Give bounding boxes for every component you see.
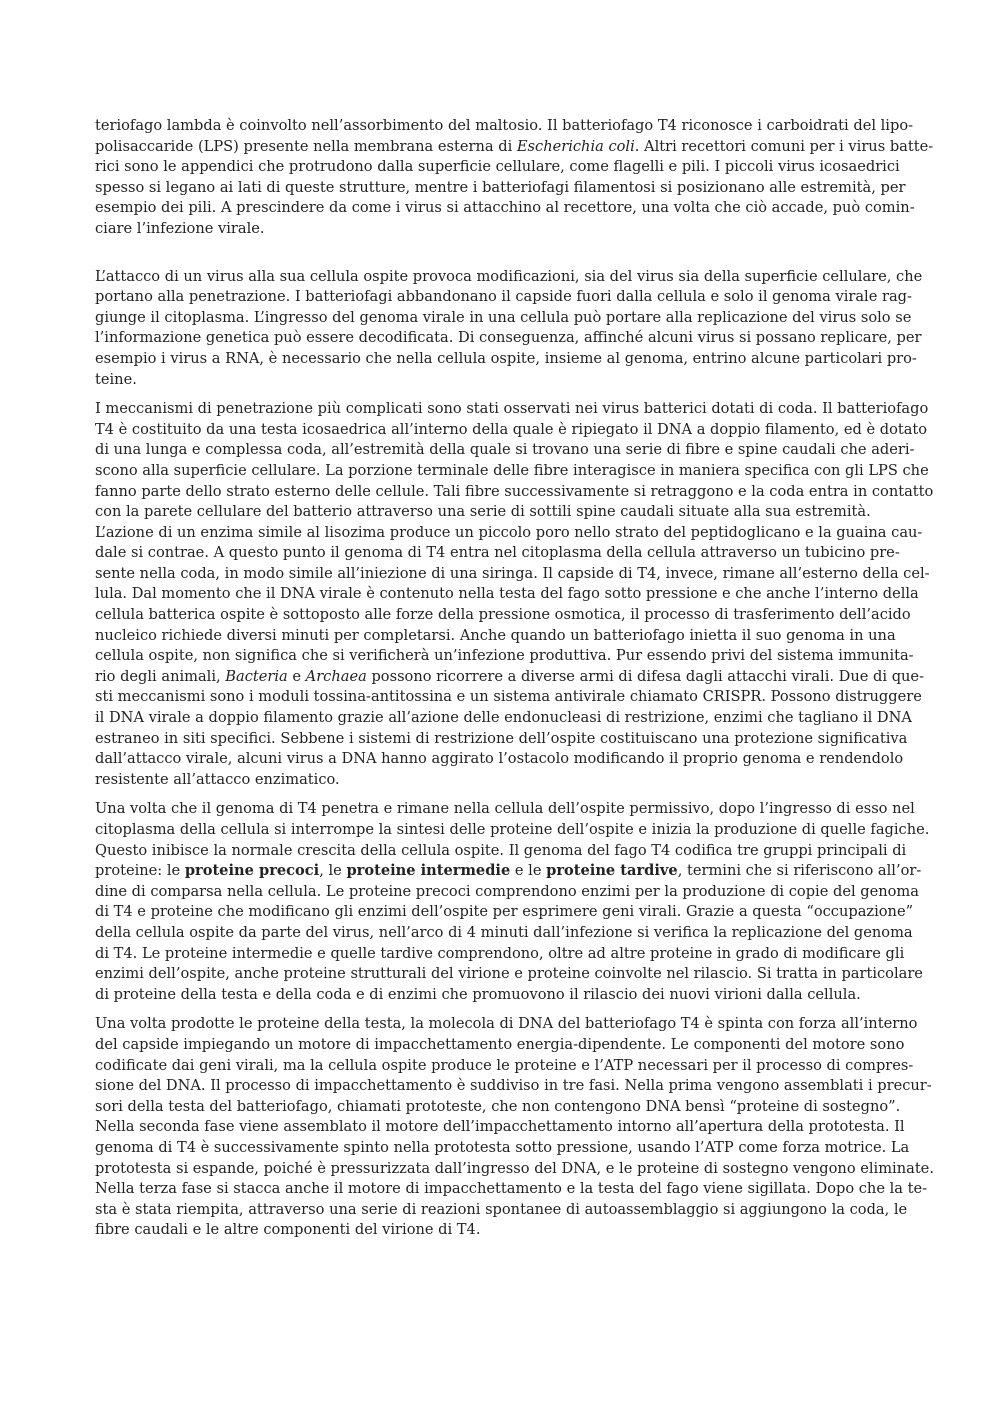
text-line <box>95 605 911 626</box>
text-run: fanno parte dello strato esterno delle cellule. Tali fibre successivamente si retraggono e la coda entra in contatto <box>95 482 934 500</box>
text-line <box>95 178 905 199</box>
text-run: fibre caudali e le altre componenti del virione di T4. <box>95 1221 481 1239</box>
text-run: Una volta prodotte le proteine della testa, la molecola di DNA del batteriofago T4 è spinta con forza all’interno <box>95 1015 918 1033</box>
text-line <box>95 349 917 370</box>
text-run: esempio dei pili. A prescindere da come i virus si attacchino al recettore, una volta che ciò accade, può comin- <box>95 199 915 217</box>
text-line <box>95 770 905 791</box>
text-line <box>95 861 922 882</box>
text-run: nucleico richiede diversi minuti per completarsi. Anche quando un batteriofago inietta il suo genoma in una <box>95 626 896 644</box>
text-run: sti meccanismi sono i moduli tossina-antitossina e un sistema antivirale chiamato CRISPR. Possono distruggere <box>95 688 922 706</box>
text-run: Nella seconda fase viene assemblato il motore dell’impacchettamento intorno all’apertura della prototesta. Il <box>95 1118 905 1136</box>
text-run: e <box>287 667 306 685</box>
text-run: e le <box>510 862 547 880</box>
text-line <box>95 157 905 178</box>
text-run: scono alla superficie cellulare. La porzione terminale delle fibre interagisce in maniera specifica con gli LPS che <box>95 461 929 479</box>
bold-term: proteine precoci <box>184 862 320 880</box>
text-run: teriofago lambda è coinvolto nell’assorbimento del maltosio. Il batteriofago T4 riconosce i carboidrati del lipo- <box>95 117 914 134</box>
text-line <box>95 420 928 441</box>
text-line <box>95 626 905 647</box>
text-line <box>95 1014 918 1035</box>
document-page <box>95 116 934 1250</box>
text-run: sori della testa del batteriofago, chiamati prototeste, che non contengono DNA bensì “proteine di sostegno”. <box>95 1097 901 1115</box>
text-run: dale si contrae. A questo punto il genoma di T4 entra nel citoplasma della cellula attraverso un tubicino pre- <box>95 544 900 562</box>
text-run: T4 è costituito da una testa icosaedrica all’interno della quale è ripiegato il DNA a doppio filamento, ed è dotato <box>95 420 928 438</box>
text-line <box>95 308 912 329</box>
text-line <box>95 267 923 288</box>
text-run: dall’attacco virale, alcuni virus a DNA hanno aggirato l’ostacolo modificando il proprio genoma e rendendolo <box>95 750 904 768</box>
text-run: resistente all’attacco enzimatico. <box>95 770 340 788</box>
text-line <box>95 399 929 420</box>
text-line <box>95 820 930 841</box>
text-run: , le <box>319 862 347 880</box>
text-run: Nella terza fase si stacca anche il motore di impacchettamento e la testa del fago viene sigillata. Dopo che la te- <box>95 1180 928 1198</box>
paragraph <box>95 1014 934 1241</box>
italic-term: Escherichia coli <box>516 137 635 155</box>
text-run: citoplasma della cellula si interrompe la sintesi delle proteine dell’ospite e inizia la produzione di quelle fagiche. <box>95 821 930 838</box>
text-run: dine di comparsa nella cellula. Le proteine precoci comprendono enzimi per la produzione di copie del genoma <box>95 882 919 900</box>
text-line <box>95 1117 905 1138</box>
text-line <box>95 1076 932 1097</box>
text-run: del capside impiegando un motore di impacchettamento energia-dipendente. Le componenti del motore sono <box>95 1035 905 1053</box>
text-run: l’informazione genetica può essere decodificata. Di conseguenza, affinché alcuni virus si possano replicare, per <box>95 329 922 347</box>
text-line <box>95 1056 914 1077</box>
text-run: il DNA virale a doppio filamento grazie all’azione delle endonucleasi di restrizione, enzimi che tagliano il DNA <box>95 709 912 727</box>
bold-term: proteine tardive <box>546 862 678 880</box>
text-run: enzimi dell’ospite, anche proteine strutturali del virione e proteine coinvolte nel rilascio. Si tratta in particolare <box>95 965 923 983</box>
text-run: proteine: le <box>95 862 185 880</box>
italic-term: Archaea <box>305 667 367 685</box>
text-line <box>95 543 905 564</box>
paragraph <box>95 399 934 790</box>
text-line <box>95 1179 928 1200</box>
text-run: di proteine della testa e della coda e di enzimi che promuovono il rilascio dei nuovi virioni dalla cellula. <box>95 985 861 1003</box>
text-line <box>95 708 912 729</box>
text-line <box>95 482 934 503</box>
text-line <box>95 985 905 1006</box>
text-run: sente nella coda, in modo simile all’iniezione di una siringa. Il capside di T4, invece, rimane all’esterno della cel- <box>95 564 930 582</box>
text-line <box>95 116 914 137</box>
text-line <box>95 841 905 862</box>
text-run: I meccanismi di penetrazione più complicati sono stati osservati nei virus batterici dotati di coda. Il batteriofago <box>95 400 929 418</box>
text-line <box>95 461 929 482</box>
text-line <box>95 944 905 965</box>
text-run: sta è stata riempita, attraverso una serie di reazioni spontanee di autoassemblaggio si aggiungono la coda, le <box>95 1200 908 1218</box>
text-line <box>95 328 922 349</box>
text-run: giunge il citoplasma. L’ingresso del genoma virale in una cellula può portare alla replicazione del virus solo se <box>95 308 912 326</box>
text-run: con la parete cellulare del batterio attraverso una serie di sottili spine caudali situate alla sua estremità. <box>95 503 871 521</box>
text-line <box>95 198 915 219</box>
text-line <box>95 1200 908 1221</box>
text-run: prototesta si espande, poiché è pressurizzata dall’ingresso del DNA, e le proteine di sostegno vengono eliminate. <box>95 1159 934 1177</box>
text-run: possono ricorrere a diverse armi di difesa dagli attacchi virali. Due di que- <box>366 667 925 685</box>
text-run: di T4 e proteine che modificano gli enzimi dell’ospite per esprimere geni virali. Grazie a questa “occupazione” <box>95 903 914 921</box>
text-line <box>95 1035 905 1056</box>
text-run: Una volta che il genoma di T4 penetra e rimane nella cellula dell’ospite permissivo, dopo l’ingresso di esso nel <box>95 800 915 818</box>
text-line <box>95 137 934 158</box>
text-run: lula. Dal momento che il DNA virale è contenuto nella testa del fago sotto pressione e che anche l’interno della <box>95 585 919 603</box>
text-run: polisaccaride (LPS) presente nella membrana esterna di <box>95 137 517 155</box>
text-run: di una lunga e complessa coda, all’estremità della quale si trovano una serie di fibre e spine caudali che aderi- <box>95 441 915 459</box>
text-line <box>95 729 908 750</box>
text-line <box>95 440 915 461</box>
italic-term: Bacteria <box>225 667 288 685</box>
text-line <box>95 370 905 391</box>
text-line <box>95 287 912 308</box>
text-run: spesso si legano ai lati di queste strutture, mentre i batteriofagi filamentosi si posizionano alle estremità, per <box>95 178 906 196</box>
text-run: , termini che si riferiscono all’or- <box>677 862 922 880</box>
text-line <box>95 667 925 688</box>
text-run: esempio i virus a RNA, è necessario che nella cellula ospite, insieme al genoma, entrino alcune particolari pro- <box>95 349 917 367</box>
text-run: portano alla penetrazione. I batteriofagi abbandonano il capside fuori dalla cellula e solo il genoma virale rag- <box>95 288 912 306</box>
text-line <box>95 502 905 523</box>
text-line <box>95 964 923 985</box>
text-run: Questo inibisce la normale crescita della cellula ospite. Il genoma del fago T4 codifica tre gruppi principali di <box>95 841 907 859</box>
text-run: teine. <box>95 370 137 388</box>
paragraph <box>95 267 923 391</box>
text-line <box>95 584 919 605</box>
text-run: estraneo in siti specifici. Sebbene i sistemi di restrizione dell’ospite costituiscano una protezione significativa <box>95 729 908 747</box>
text-line <box>95 923 913 944</box>
text-line <box>95 1220 905 1241</box>
text-run: sione del DNA. Il processo di impacchettamento è suddiviso in tre fasi. Nella prima vengono assemblati i precur- <box>95 1077 932 1095</box>
text-run: rici sono le appendici che protrudono dalla superficie cellulare, come flagelli e pili. I piccoli virus icosaedrici <box>95 158 900 176</box>
text-line <box>95 646 914 667</box>
text-line <box>95 1159 934 1180</box>
text-run: cellula ospite, non significa che si verificherà un’infezione produttiva. Pur essendo privi del sistema immunita- <box>95 647 914 665</box>
text-run: . Altri recettori comuni per i virus batte- <box>634 137 934 155</box>
bold-term: proteine intermedie <box>346 862 511 880</box>
text-run: L’attacco di un virus alla sua cellula ospite provoca modificazioni, sia del virus sia della superficie cellulare, che <box>95 267 923 285</box>
text-line <box>95 1138 910 1159</box>
text-run: della cellula ospite da parte del virus, nell’arco di 4 minuti dall’infezione si verifica la replicazione del genoma <box>95 923 913 941</box>
text-line <box>95 564 930 585</box>
text-line <box>95 902 914 923</box>
text-line <box>95 219 905 240</box>
text-line <box>95 523 923 544</box>
text-line <box>95 1097 905 1118</box>
text-run: codificate dai geni virali, ma la cellula ospite produce le proteine e l’ATP necessari per il processo di compres- <box>95 1056 914 1074</box>
text-run: rio degli animali, <box>95 667 226 685</box>
text-line <box>95 687 922 708</box>
text-run: L’azione di un enzima simile al lisozima produce un piccolo poro nello strato del peptidoglicano e la guaina cau- <box>95 523 923 541</box>
text-run: cellula batterica ospite è sottoposto alle forze della pressione osmotica, il processo di trasferimento dell’acido <box>95 606 911 624</box>
text-run: genoma di T4 è successivamente spinto nella prototesta sotto pressione, usando l’ATP come forza motrice. La <box>95 1138 910 1156</box>
text-line <box>95 799 915 820</box>
text-run: ciare l’infezione virale. <box>95 219 265 237</box>
text-line <box>95 749 905 770</box>
paragraph <box>95 799 930 1005</box>
text-line <box>95 882 919 903</box>
text-run: di T4. Le proteine intermedie e quelle tardive comprendono, oltre ad altre proteine in grado di modificare gli <box>95 944 905 962</box>
paragraph <box>95 116 934 240</box>
